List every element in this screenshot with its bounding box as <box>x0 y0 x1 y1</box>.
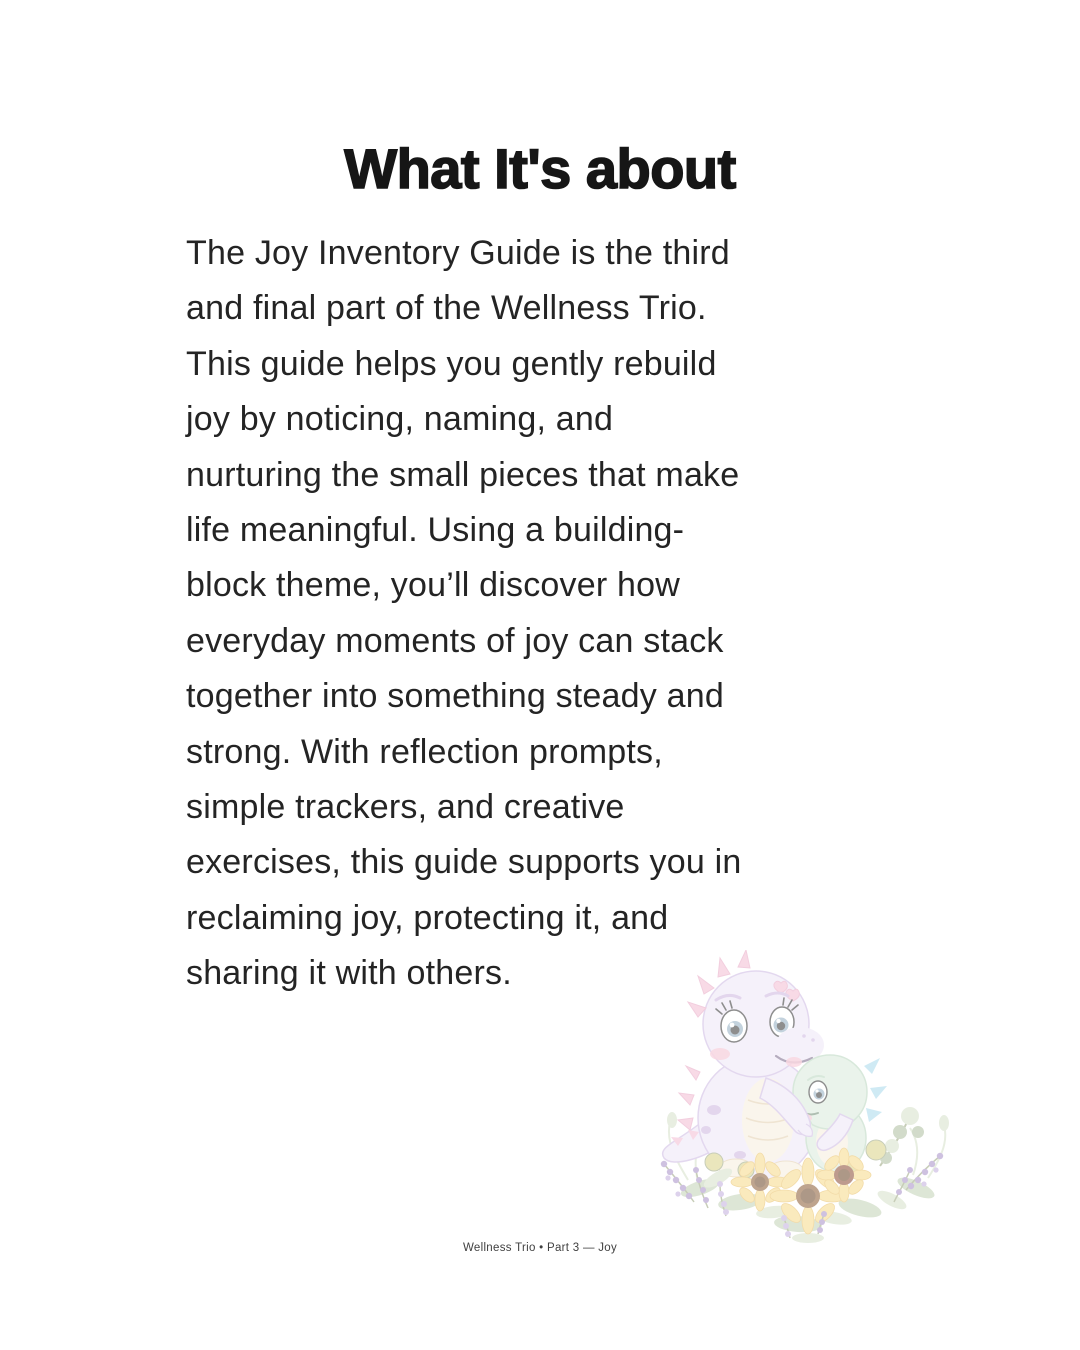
paragraph-line: everyday moments of joy can stack <box>186 621 724 660</box>
paragraph-line: The Joy Inventory Guide is the third <box>186 234 730 272</box>
page-title: What It's about <box>344 137 736 200</box>
paragraph-line: This guide helps you gently rebuild <box>186 344 717 383</box>
paragraph-line: simple trackers, and creative <box>186 787 625 826</box>
paragraph-line: strong. With reflection prompts, <box>186 732 663 771</box>
dragons-flowers-svg <box>648 950 970 1248</box>
paragraph-line: together into something steady and <box>186 677 724 716</box>
paragraph-line: joy by noticing, naming, and <box>186 400 614 439</box>
paragraph-line: sharing it with others. <box>186 954 512 993</box>
paragraph-line: block theme, you’ll discover how <box>186 566 680 605</box>
dragons-flowers-illustration <box>648 950 970 1248</box>
paragraph-line: nurturing the small pieces that make <box>186 455 740 494</box>
paragraph-line: reclaiming joy, protecting it, and <box>186 898 669 937</box>
paragraph-line: life meaningful. Using a building- <box>186 510 685 549</box>
footer-text: Wellness Trio • Part 3 — Joy <box>462 1242 618 1254</box>
paragraph-line: exercises, this guide supports you in <box>186 843 742 882</box>
paragraph-line: and final part of the Wellness Trio. <box>186 289 707 328</box>
body-paragraph <box>186 226 926 1001</box>
